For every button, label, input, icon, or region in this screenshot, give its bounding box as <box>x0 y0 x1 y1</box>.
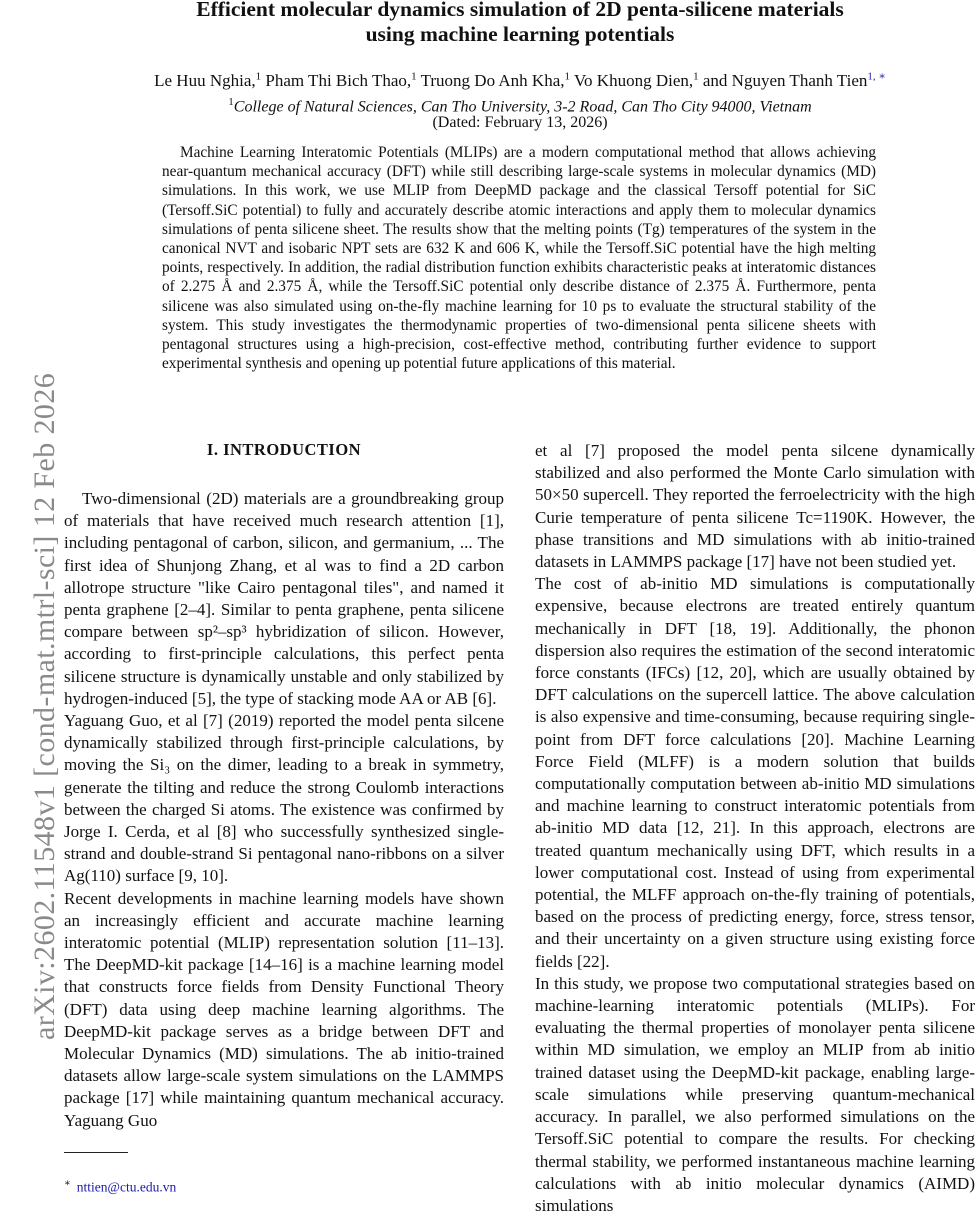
section-heading: I. INTRODUCTION <box>206 440 362 459</box>
paragraph: Yaguang Guo, et al [7] (2019) reported the model penta silcene dynamically stabilized through first-principle calculations, by moving the Si₃ on the dimer, leading to a break in symmetry, generate the tilting and reduce the strong Coulomb interactions between the charged Si atoms. The existence was confirmed by Jorge I. Cerda, et al [8] who successfully synthesized single-strand and double-strand Si pentagonal nano-ribbons on a silver Ag(110) surface [9, 10]. <box>64 711 504 886</box>
author: Pham Thi Bich Thao,$^1$ <box>265 70 417 90</box>
author: and Nguyen Thanh Tien$^{1, ∗}$ <box>702 70 886 90</box>
footnote-mark: ∗ <box>64 1178 71 1189</box>
author: Le Huu Nghia,$^1$ <box>154 70 262 90</box>
footnote <box>64 1178 176 1196</box>
paragraph: In this study, we propose two computational strategies based on machine-learning interatomic potentials (MLIPs). For evaluating the thermal properties of monolayer penta silicene within MD simulation, we employ an MLIP from ab initio trained dataset using the DeepMD-kit package, enabling large-scale simulations while preserving quantum-mechanical accuracy. In parallel, we also performed simulations on the Tersoff.SiC potential to compare the results. For checking thermal stability, we performed instantaneous machine learning calculations with ab initio molecular dynamics (AIMD) simulations <box>535 973 975 1215</box>
author: Vo Khuong Dien,$^1$ <box>573 70 699 90</box>
paragraph: Two-dimensional (2D) materials are a groundbreaking group of materials that have received much research attention [1], including pentagonal of carbon, silicon, and germanium, ... The first idea of Shunjong Zhang, et al was to find a 2D carbon allotrope structure "like Cairo pentagonal tiles", and named it penta graphene [2–4]. Similar to penta graphene, penta silicene compare between sp²–sp³ hybridization of silicon. However, according to first-principle calculations, this perfect penta silicene structure is dynamically unstable and only stabilized by hydrogen-induced [5], the type of stacking mode AA or AB [6]. <box>64 489 504 708</box>
arxiv-stamp: arXiv:2602.11548v1 [cond-mat.mtrl-sci] 12 Feb 2026 <box>28 372 61 1040</box>
left-column <box>64 430 504 1132</box>
footnote-rule <box>64 1152 128 1153</box>
paper-title <box>80 0 960 47</box>
affiliation: $^1$College of Natural Sciences, Can Tho University, 3-2 Road, Can Tho City 94000, Vietnam <box>228 96 812 116</box>
title-line-2: using machine learning potentials <box>365 22 675 46</box>
author: Truong Do Anh Kha,$^1$ <box>420 70 570 90</box>
paragraph: Recent developments in machine learning models have shown an increasingly efficient and accurate machine learning interatomic potential (MLIP) representation solution [11–13]. The DeepMD-kit package [14–16] is a machine learning model that constructs force fields from Density Functional Theory (DFT) data using deep machine learning algorithms. The DeepMD-kit package serves as a bridge between DFT and Molecular Dynamics (MD) simulations. The ab initio-trained datasets allow large-scale system simulations on the LAMMPS package [17] while maintaining quantum mechanical accuracy. Yaguang Guo <box>64 888 504 1130</box>
author-list <box>60 66 976 91</box>
paragraph: et al [7] proposed the model penta silcene dynamically stabilized and also performed the Monte Carlo simulation with 50×50 supercell. They reported the ferroelectricity with the high Curie temperature of penta silicene Tc=1190K. However, the phase transitions and MD simulations with ab initio-trained datasets in LAMMPS package [17] have not been studied yet. <box>535 441 975 572</box>
paragraph: The cost of ab-initio MD simulations is computationally expensive, because electrons are treated entirely quantum mechanically in DFT [18, 19]. Additionally, the phonon dispersion also requires the estimation of the second interatomic force constants (IFCs) [12, 20], which are usually obtained by DFT calculations on the supercell lattice. The above calculation is also expensive and time-consuming, because requiring single-point from DFT force calculations [20]. Machine Learning Force Field (MLFF) is a modern solution that builds computationally computation between ab-initio MD simulations and machine learning to construct interatomic potentials from ab-initio MD data [12, 21]. In this approach, electrons are treated quantum mechanically using DFT, which results in a lower computational cost. Instead of using from experimental potential, the MLFF approach on-the-fly training of potentials, based on the process of predicting energy, force, stress tensor, and their uncertainty on a given structure using existing force fields [22]. <box>535 574 975 971</box>
right-column <box>535 440 975 1217</box>
title-line-1: Efficient molecular dynamics simulation of 2D penta-silicene materials <box>196 0 844 21</box>
abstract: Machine Learning Interatomic Potentials (MLIPs) are a modern computational method that allows achieving near-quantum mechanical accuracy (DFT) while still describing large-scale systems in molecular dynamics (MD) simulations. In this work, we use MLIP from DeepMD package and the classical Tersoff potential for SiC (Tersoff.SiC potential) to fully and accurately describe atomic interactions and apply them to molecular dynamics simulations of penta silicene sheet. The results show that the melting points (Tg) temperatures of the system in the canonical NVT and isobaric NPT sets are 632 K and 606 K, while the Tersoff.SiC potential have the high melting points, respectively. In addition, the radial distribution function exhibits characteristic peaks at interatomic distances of 2.275 Å and 2.375 Å, while the Tersoff.SiC potential only describe distance of 2.375 Å. Furthermore, penta silicene was also simulated using on-the-fly machine learning for 10 ps to evaluate the structural stability of the system. This study investigates the thermodynamic properties of two-dimensional penta silicene sheets with pentagonal structures using a high-precision, cost-effective method, contributing further evidence to support experimental synthesis and opening up potential future applications of this material. <box>162 144 876 373</box>
date-line: (Dated: February 13, 2026) <box>432 114 608 131</box>
author-email-link[interactable]: nttien@ctu.edu.vn <box>76 1179 177 1195</box>
